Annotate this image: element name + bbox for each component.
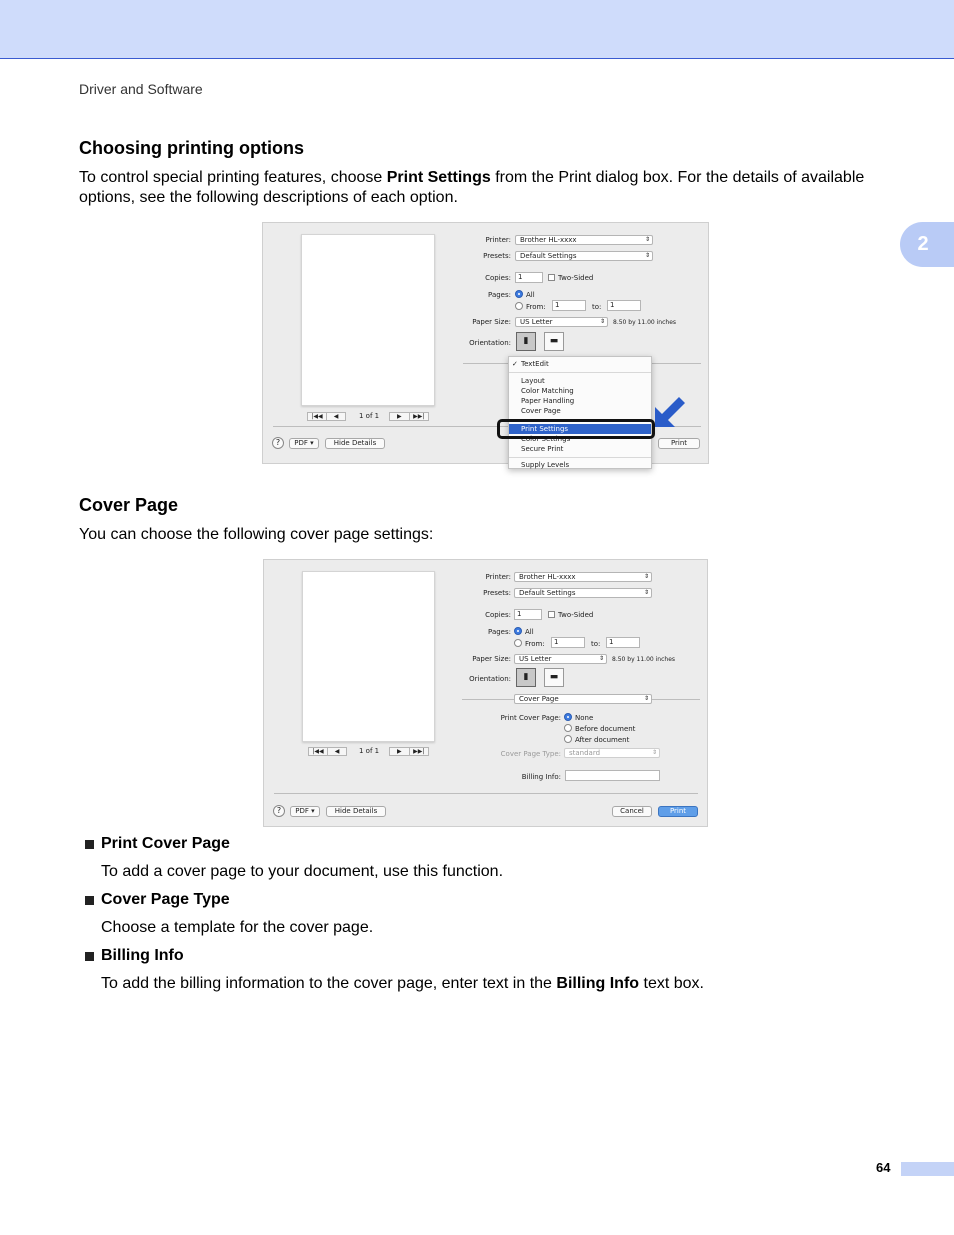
menu-separator (509, 372, 651, 373)
paper-dimensions: 8.50 by 11.00 inches (612, 656, 676, 663)
prev-page-icon[interactable]: ◀ (327, 748, 346, 755)
presets-label: Presets: (483, 252, 511, 260)
page-number: 64 (876, 1160, 891, 1175)
paper-size-label: Paper Size: (472, 655, 511, 663)
pages-label: Pages: (488, 291, 511, 299)
bullet-square-icon (85, 896, 94, 905)
billing-desc-2: text box. (639, 975, 704, 992)
nav-first-prev[interactable] (307, 412, 346, 421)
orientation-label: Orientation: (469, 675, 511, 683)
menu-item-secure-print[interactable]: Secure Print (521, 445, 564, 453)
landscape-icon[interactable]: ▬ (544, 332, 564, 351)
print-dialog-screenshot-1 (262, 222, 709, 469)
panel-popup-value: Cover Page (519, 695, 559, 703)
print-dialog-screenshot-2 (263, 559, 708, 827)
cover-after-label: After document (575, 736, 630, 744)
menu-item-color-matching[interactable]: Color Matching (521, 387, 574, 395)
updown-arrow-icon: ⇕ (643, 589, 649, 596)
cover-page-type-popup[interactable] (564, 748, 660, 758)
menu-item-print-settings[interactable]: Print Settings (509, 424, 651, 434)
help-button[interactable]: ? (272, 437, 284, 449)
two-sided-checkbox[interactable] (548, 274, 555, 281)
updown-arrow-icon: ⇕ (599, 318, 605, 325)
printer-label: Printer: (485, 236, 511, 244)
orientation-label: Orientation: (469, 339, 511, 347)
first-page-icon[interactable]: |◀◀ (311, 413, 323, 420)
updown-arrow-icon: ⇕ (643, 695, 649, 702)
printer-popup[interactable] (514, 572, 652, 582)
billing-info-label: Billing Info: (521, 773, 561, 781)
highlight-callout (497, 419, 655, 439)
presets-label: Presets: (483, 589, 511, 597)
help-button[interactable]: ? (273, 805, 285, 817)
copies-field[interactable]: 1 (515, 272, 543, 283)
page-preview (301, 234, 435, 406)
cover-before-label: Before document (575, 725, 636, 733)
panel-dropdown-menu[interactable] (508, 356, 652, 469)
menu-item-cover-page[interactable]: Cover Page (521, 407, 561, 415)
paper-size-popup[interactable] (515, 317, 608, 327)
cover-after-radio[interactable] (564, 735, 572, 743)
panel-popup[interactable] (514, 694, 652, 704)
pages-all-radio[interactable] (514, 627, 522, 635)
next-page-icon[interactable]: ▶ (396, 413, 402, 420)
hide-details-button[interactable]: Hide Details (326, 806, 386, 817)
bullet-description: To add a cover page to your document, use this function. (101, 863, 504, 880)
pages-all-radio[interactable] (515, 290, 523, 298)
bullet-title-text: Cover Page Type (101, 891, 230, 908)
updown-arrow-icon: ⇕ (598, 655, 604, 662)
next-page-icon[interactable]: ▶ (396, 748, 402, 755)
copies-label: Copies: (485, 274, 511, 282)
print-cover-page-label: Print Cover Page: (500, 714, 561, 722)
from-field[interactable]: 1 (551, 637, 585, 648)
menu-item-color-settings[interactable]: Color Settings (521, 435, 571, 443)
page-counter: 1 of 1 (359, 412, 380, 420)
pages-all-label: All (526, 291, 535, 299)
pdf-label: PDF (295, 807, 309, 815)
footer-divider (274, 793, 698, 794)
bullet-billing-info (85, 947, 184, 965)
portrait-icon[interactable]: ▮ (516, 332, 536, 351)
printer-popup[interactable] (515, 235, 653, 245)
paper-size-label: Paper Size: (472, 318, 511, 326)
section-title-cover-page: Cover Page (79, 495, 179, 515)
chapter-tab: 2 (900, 222, 954, 267)
menu-item-textedit[interactable]: TextEdit (521, 360, 549, 368)
running-header: Driver and Software (79, 81, 203, 97)
intro-text-2: from the Print dialog box. For the details of available options, see the following descriptions of each option. (79, 169, 865, 206)
presets-popup[interactable] (515, 251, 653, 261)
nav-first-prev[interactable] (308, 747, 347, 756)
header-band (0, 0, 954, 59)
portrait-icon[interactable]: ▮ (516, 668, 536, 687)
pdf-label: PDF (294, 439, 308, 447)
two-sided-label: Two-Sided (558, 274, 594, 282)
pdf-button[interactable]: PDF ▾ (289, 438, 319, 449)
pdf-button[interactable]: PDF ▾ (290, 806, 320, 817)
checkmark-icon: ✓ (512, 360, 518, 368)
bullet-cover-page-type (85, 891, 230, 909)
cover-page-type-value: standard (569, 749, 601, 757)
pages-to-label: to: (592, 303, 602, 311)
pointer-arrow-icon (653, 393, 689, 429)
updown-arrow-icon: ⇕ (651, 749, 657, 756)
presets-value: Default Settings (520, 252, 577, 260)
updown-arrow-icon: ⇕ (644, 252, 650, 259)
last-page-icon[interactable]: ▶▶| (409, 748, 429, 755)
bullet-title-text: Billing Info (101, 947, 184, 964)
to-field[interactable]: 1 (607, 300, 641, 311)
intro-bold-print-settings: Print Settings (386, 169, 491, 186)
nav-next-last[interactable] (389, 747, 429, 756)
paper-dimensions: 8.50 by 11.00 inches (613, 319, 677, 326)
landscape-icon[interactable]: ▬ (544, 668, 564, 687)
presets-value: Default Settings (519, 589, 576, 597)
intro-text-1: To control special printing features, choose (79, 169, 387, 186)
nav-next-last[interactable] (389, 412, 429, 421)
to-field[interactable]: 1 (606, 637, 640, 648)
prev-page-icon[interactable]: ◀ (326, 413, 345, 420)
from-field[interactable]: 1 (552, 300, 586, 311)
cover-page-type-label: Cover Page Type: (500, 750, 561, 758)
two-sided-label: Two-Sided (558, 611, 594, 619)
paper-size-popup[interactable] (514, 654, 607, 664)
menu-item-layout[interactable]: Layout (521, 377, 545, 385)
updown-arrow-icon: ⇕ (643, 573, 649, 580)
cover-before-radio[interactable] (564, 724, 572, 732)
pages-from-radio[interactable] (514, 639, 522, 647)
section-title-printing-options: Choosing printing options (79, 138, 304, 158)
pages-from-radio[interactable] (515, 302, 523, 310)
copies-field[interactable]: 1 (514, 609, 542, 620)
billing-desc-bold: Billing Info (556, 975, 640, 992)
updown-arrow-icon: ⇕ (644, 236, 650, 243)
presets-popup[interactable] (514, 588, 652, 598)
bullet-description: Choose a template for the cover page. (101, 919, 374, 936)
intro-paragraph (79, 168, 869, 208)
pages-to-label: to: (591, 640, 601, 648)
bullet-square-icon (85, 840, 94, 849)
bullet-print-cover-page (85, 835, 230, 853)
menu-item-supply-levels[interactable]: Supply Levels (521, 461, 570, 469)
paper-size-value: US Letter (520, 318, 553, 326)
billing-info-field[interactable] (565, 770, 660, 781)
printer-label: Printer: (485, 573, 511, 581)
menu-item-paper-handling[interactable]: Paper Handling (521, 397, 575, 405)
billing-desc-1: To add the billing information to the cover page, enter text in the (101, 975, 557, 992)
printer-value: Brother HL-xxxx (520, 236, 577, 244)
print-button[interactable]: Print (658, 438, 700, 449)
pages-from-label: From: (525, 640, 545, 648)
copies-label: Copies: (485, 611, 511, 619)
page-counter: 1 of 1 (359, 747, 380, 755)
cover-none-radio[interactable] (564, 713, 572, 721)
paper-size-value: US Letter (519, 655, 552, 663)
first-page-icon[interactable]: |◀◀ (312, 748, 324, 755)
pages-from-label: From: (526, 303, 546, 311)
bullet-square-icon (85, 952, 94, 961)
bullet-description (101, 975, 704, 993)
pages-all-label: All (525, 628, 534, 636)
cover-none-label: None (575, 714, 594, 722)
print-button[interactable]: Print (658, 806, 698, 817)
last-page-icon[interactable]: ▶▶| (409, 413, 429, 420)
footer-band (901, 1162, 954, 1176)
hide-details-button[interactable]: Hide Details (325, 438, 385, 449)
page-preview (302, 571, 435, 742)
cover-page-intro: You can choose the following cover page settings: (79, 526, 434, 543)
pages-label: Pages: (488, 628, 511, 636)
printer-value: Brother HL-xxxx (519, 573, 576, 581)
menu-separator (509, 457, 651, 458)
two-sided-checkbox[interactable] (548, 611, 555, 618)
cancel-button[interactable]: Cancel (612, 806, 652, 817)
bullet-title-text: Print Cover Page (101, 835, 230, 852)
